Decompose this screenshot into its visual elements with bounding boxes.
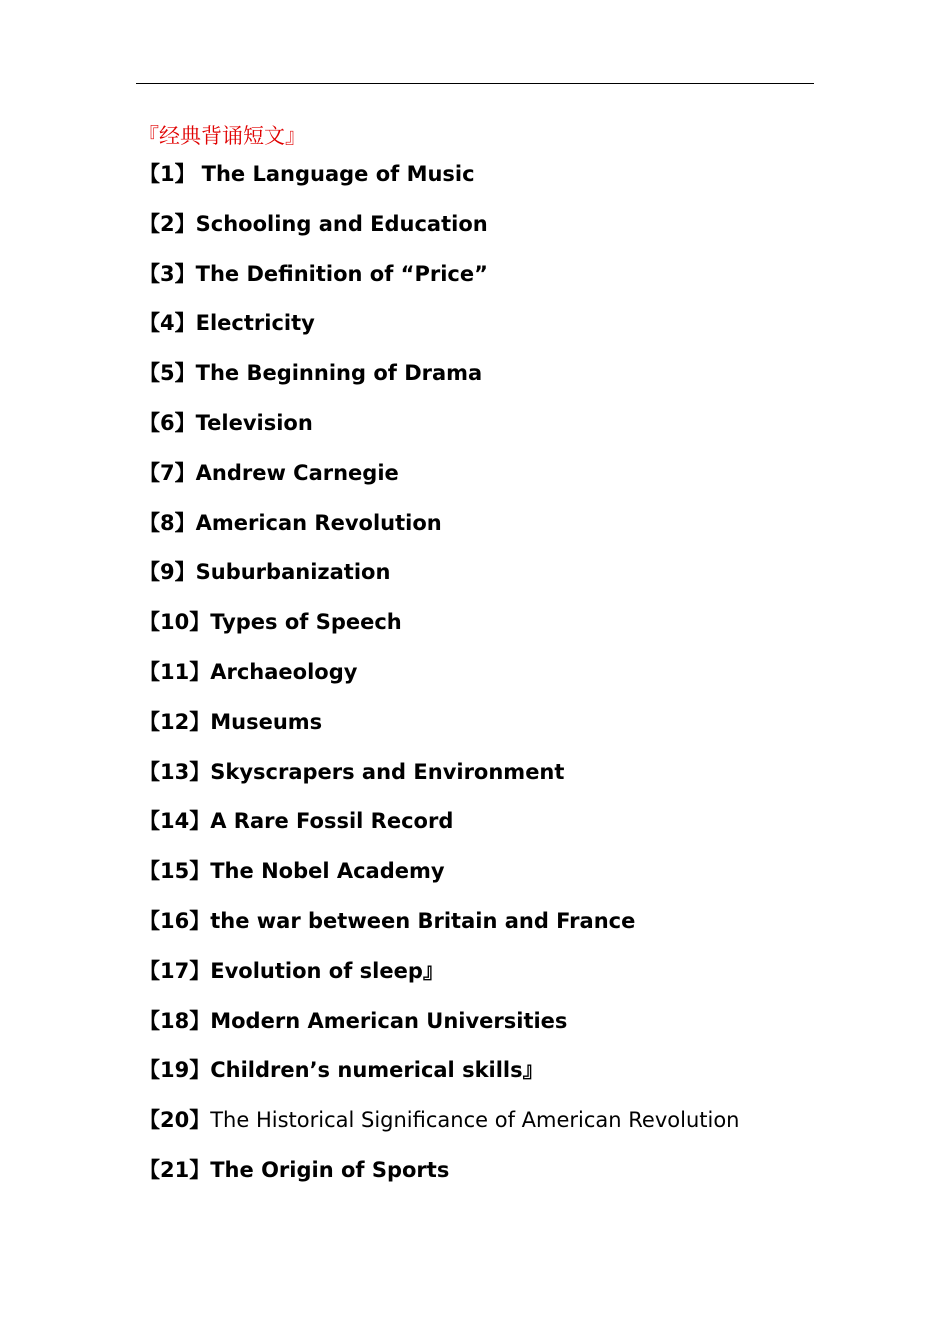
toc-item — [139, 954, 839, 1004]
toc-item-title: Schooling and Education — [195, 211, 488, 236]
toc-item-number: 【5】 — [139, 361, 196, 386]
toc-list — [139, 157, 839, 1203]
toc-item-title: Modern American Universities — [210, 1008, 568, 1033]
toc-item-number: 【12】 — [139, 709, 211, 734]
toc-item — [139, 904, 839, 954]
toc-item-number: 【18】 — [139, 1008, 211, 1033]
toc-item-number: 【1】 — [139, 162, 196, 186]
toc-item-number: 【16】 — [139, 908, 211, 933]
toc-item-number: 【14】 — [139, 809, 211, 834]
toc-item-title: Evolution of sleep』 — [210, 958, 444, 983]
toc-item-number: 【3】 — [139, 261, 196, 286]
toc-item — [139, 456, 839, 506]
toc-item — [139, 755, 839, 805]
toc-item — [139, 705, 839, 755]
toc-item — [139, 406, 839, 456]
toc-item-title: The Language of Music — [201, 162, 475, 186]
toc-item-number: 【9】 — [139, 560, 196, 585]
toc-item-title: Children’s numerical skills』 — [210, 1058, 544, 1083]
section-title: 『经典背诵短文』 — [138, 124, 306, 148]
toc-item-number: 【4】 — [139, 311, 196, 336]
toc-item-title: Suburbanization — [195, 560, 391, 585]
toc-item-number: 【20】 — [139, 1108, 211, 1133]
toc-item — [139, 1103, 839, 1153]
toc-item-title: The Definition of “Price” — [195, 261, 488, 286]
header-rule — [136, 83, 814, 84]
toc-item-title: A Rare Fossil Record — [210, 809, 454, 834]
toc-item — [139, 1004, 839, 1054]
toc-item-number: 【13】 — [139, 759, 211, 784]
toc-item-title: Andrew Carnegie — [195, 460, 399, 485]
toc-item-number: 【19】 — [139, 1058, 211, 1083]
toc-item — [139, 257, 839, 307]
toc-item-title: Archaeology — [210, 659, 358, 684]
toc-item-title: American Revolution — [195, 510, 442, 535]
toc-item-number: 【8】 — [139, 510, 196, 535]
toc-item — [139, 655, 839, 705]
toc-item-number: 【10】 — [139, 610, 211, 635]
toc-item — [139, 1053, 839, 1103]
toc-item — [139, 605, 839, 655]
toc-item-title: Museums — [210, 709, 323, 734]
toc-item — [139, 306, 839, 356]
toc-item-number: 【11】 — [139, 659, 211, 684]
toc-item-title: Television — [195, 410, 313, 435]
toc-item-number: 【7】 — [139, 460, 196, 485]
toc-item — [139, 804, 839, 854]
toc-item — [139, 555, 839, 605]
toc-item-number: 【15】 — [139, 859, 211, 884]
toc-item-title: Skyscrapers and Environment — [210, 759, 565, 784]
toc-item — [139, 356, 839, 406]
toc-item — [139, 854, 839, 904]
toc-item — [139, 506, 839, 556]
toc-item-number: 【17】 — [139, 958, 211, 983]
toc-item-title: The Origin of Sports — [210, 1157, 450, 1182]
toc-item — [139, 157, 839, 207]
toc-item-number: 【6】 — [139, 410, 196, 435]
toc-item — [139, 1153, 839, 1203]
toc-item-title: the war between Britain and France — [210, 908, 636, 933]
toc-item-title: Electricity — [195, 311, 315, 336]
toc-item-title: Types of Speech — [210, 610, 402, 635]
toc-item-title: The Nobel Academy — [210, 859, 445, 884]
toc-item-number: 【2】 — [139, 211, 196, 236]
toc-item — [139, 207, 839, 257]
toc-item-title: The Historical Significance of American Revolution — [210, 1108, 740, 1133]
toc-item-number: 【21】 — [139, 1157, 211, 1182]
toc-item-title: The Beginning of Drama — [195, 361, 483, 386]
